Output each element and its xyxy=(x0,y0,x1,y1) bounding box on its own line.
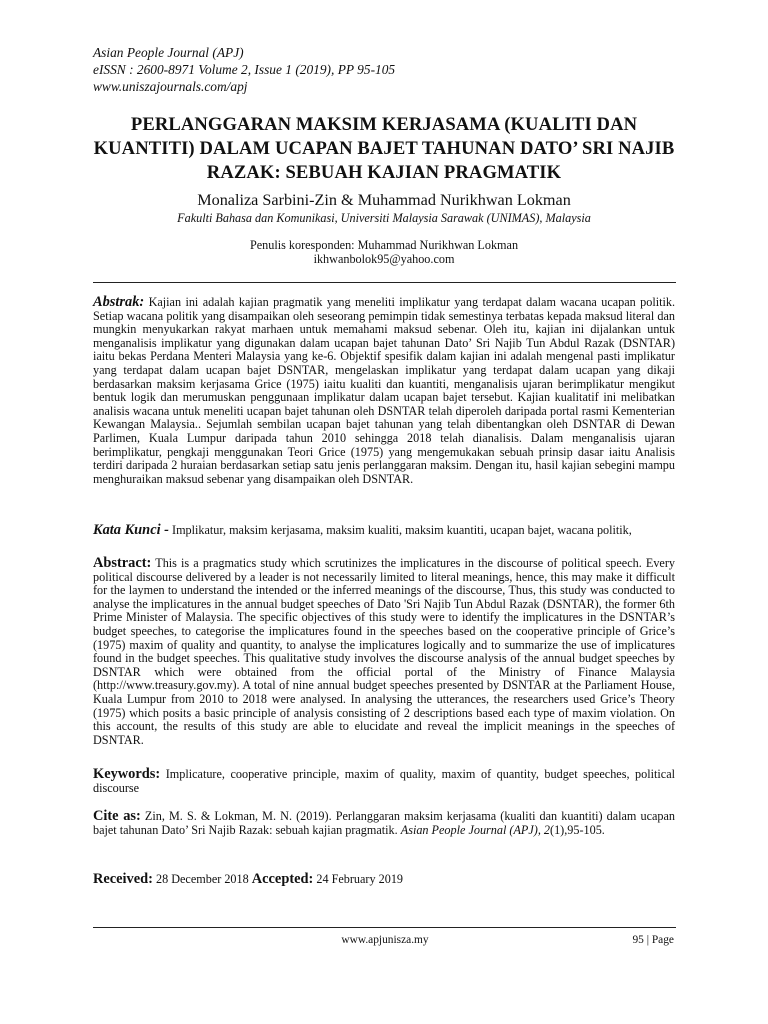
journal-url: www.uniszajournals.com/apj xyxy=(93,79,248,94)
abstrak-section xyxy=(93,296,675,486)
author-affiliation: Fakulti Bahasa dan Komunikasi, Universiti Malaysia Sarawak (UNIMAS), Malaysia xyxy=(177,211,591,225)
journal-header xyxy=(93,44,653,95)
received-label: Received: xyxy=(93,871,153,887)
citation-section xyxy=(93,810,675,837)
cite-label: Cite as: xyxy=(93,808,141,824)
abstract-text: This is a pragmatics study which scrutinizes the implicatures in the discourse of political speech. Every political discourse delivered by a leader is not necessarily limited to literal meanings, hence, this may make it difficult for the laymen to understand the intended or the inferred meanings of the discourse, Thus, this study was conducted to analyse the implicatures in the annual budget speeches of Dato 'Sri Najib Tun Abdul Razak (DSNTAR), the former 6th Prime Minister of Malaysia. The specific objectives of this study were to identify the implicatures in the DSNTAR’s budget speeches, to categorise the implicatures found in the speeches based on the cooperative principle of Grice’s (1975) maxim of quality and quantity, to analyse the implicatures logically and to summarize the use of implicatures found in the budget speeches. This qualitative study involves the discourse analysis of the annual budget speeches by DSNTAR which were obtained from the official portal of the Ministry of Finance Malaysia (http://www.treasury.gov.my). A total of nine annual budget speeches presented by DSNTAR at the Parliament House, Kuala Lumpur from 2010 to 2018 were analysed. In analysing the utterances, the researchers used Grice’s Theory (1975) which posits a basic principle of analysis consisting of 2 descriptions based each type of maxim violation. On this account, the results of this study are able to elucidate and reveal the implicit meanings in the speeches of DSNTAR. xyxy=(93,556,675,747)
abstract-section xyxy=(93,557,675,747)
abstract-label: Abstract: xyxy=(93,555,152,571)
kata-kunci-section xyxy=(93,524,675,538)
keywords-section xyxy=(93,768,675,795)
footer-divider xyxy=(93,927,676,928)
abstrak-label: Abstrak: xyxy=(93,294,145,310)
top-divider xyxy=(93,282,676,283)
keywords-label: Keywords: xyxy=(93,766,161,782)
keywords-text: Implicature, cooperative principle, maxim of quality, maxim of quantity, budget speeches, political discourse xyxy=(93,767,675,795)
author-list: Monaliza Sarbini-Zin & Muhammad Nurikhwan Lokman xyxy=(197,191,571,209)
kata-kunci-text: Implikatur, maksim kerjasama, maksim kualiti, maksim kuantiti, ucapan bajet, wacana politik, xyxy=(172,523,632,537)
footer-url[interactable]: www.apjunisza.my xyxy=(341,934,429,946)
kata-kunci-label: Kata Kunci - xyxy=(93,522,169,538)
accepted-label: Accepted: xyxy=(251,871,314,887)
dates-section xyxy=(93,873,675,887)
corresponding-email: ikhwanbolok95@yahoo.com xyxy=(313,252,455,266)
paper-title: PERLANGGARAN MAKSIM KERJASAMA (KUALITI DAN KUANTITI) DALAM UCAPAN BAJET TAHUNAN DATO’ SRI NAJIB RAZAK: SEBUAH KAJIAN PRAGMATIK xyxy=(93,114,675,183)
cite-text: Zin, M. S. & Lokman, M. N. (2019). Perlanggaran maksim kerjasama (kualiti dan kuantiti) dalam ucapan bajet tahunan Dato’ Sri Najib Razak: sebuah kajian pragmatik. xyxy=(93,809,675,837)
journal-issn: eISSN : 2600-8971 Volume 2, Issue 1 (2019), PP 95-105 xyxy=(93,62,396,77)
cite-journal: Asian People Journal (APJ), 2 xyxy=(400,822,551,837)
corresponding-author: Penulis koresponden: Muhammad Nurikhwan Lokman xyxy=(249,238,519,252)
page-number: 95 | Page xyxy=(632,934,674,946)
journal-name: Asian People Journal (APJ) xyxy=(93,45,244,60)
correspondence xyxy=(80,238,688,266)
abstrak-text: Kajian ini adalah kajian pragmatik yang meneliti implikatur yang terdapat dalam wacana ucapan politik. Setiap wacana politik yang disampaikan oleh seseorang pemimpin tidak semestinya terbatas kepada maksud literal dan mungkin menyukarkan rakyat marhaen untuk memahami maksud sebenar. Oleh itu, kajian ini dijalankan untuk menganalisis implikatur yang digunakan dalam ucapan bajet tahunan Dato’ Sri Najib Tun Abdul Razak (DSNTAR) iaitu bekas Perdana Menteri Malaysia yang ke-6. Objektif spesifik dalam kajian ini adalah mengenal pasti implikatur yang terdapat dalam ucapan bajet DSNTAR, mengelaskan implikatur yang terdapat dalam ucapan yang dikaji berdasarkan maksim kerjasama Grice (1975) iaitu kualiti dan kuantiti, menganalisis ujaran berimplikatur mengikut bentuk logik dan merumuskan penggunaan implikatur dalam ucapan bajet tersebut. Kajian kualitatif ini melibatkan analisis wacana untuk meneliti ucapan bajet tahunan oleh DSNTAR telah diperoleh daripada portal rasmi Kementerian Kewangan Malaysia.. Sejumlah sembilan ucapan bajet tahunan yang telah dibentangkan oleh DSNTAR di Dewan Parlimen, Kuala Lumpur daripada tahun 2010 sehingga 2018 telah dianalisis. Dalam menganalisis ujaran berimplikatur, pengkaji menggunakan Teori Grice (1975) yang mengemukakan sebuah prinsip dasar iaitu Analisis terdiri daripada 2 huraian berdasarkan setiap satu jenis perlanggaran maksim. Dengan itu, hasil kajian sebegini mampu menghuraikan maksud sebenar yang disampaikan oleh DSNTAR. xyxy=(93,295,676,486)
accepted-date: 24 February 2019 xyxy=(316,872,404,886)
cite-issue: (1),95-105. xyxy=(550,822,605,837)
received-date: 28 December 2018 xyxy=(155,872,249,886)
